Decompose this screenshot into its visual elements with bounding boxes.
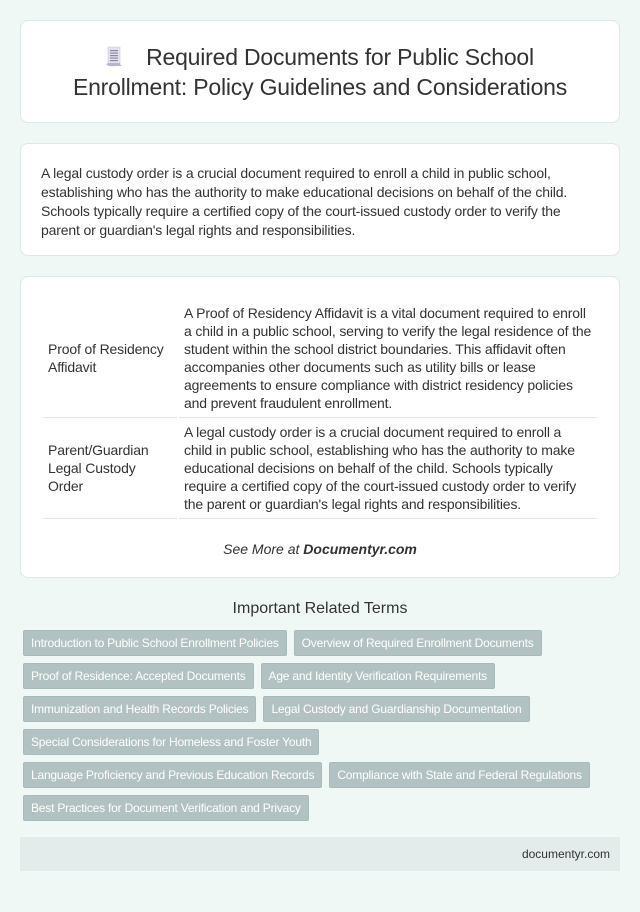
related-term-tag[interactable]: Legal Custody and Guardianship Documentation bbox=[263, 696, 529, 722]
related-term-tag[interactable]: Age and Identity Verification Requirements bbox=[261, 663, 495, 689]
documents-table bbox=[41, 299, 599, 519]
header-card bbox=[20, 20, 620, 123]
related-term-tag[interactable]: Special Considerations for Homeless and Foster Youth bbox=[23, 729, 319, 755]
related-term-tag[interactable]: Introduction to Public School Enrollment Policies bbox=[23, 630, 287, 656]
document-description: A legal custody order is a crucial document required to enroll a child in public school, establishing who has the authority to make educational decisions on behalf of the child. Schools typically require a certified copy of the court-issued custody order to verify the parent or guardian's legal rights and responsibilities. bbox=[179, 418, 597, 519]
page-title bbox=[51, 42, 589, 102]
page-title-text: Required Documents for Public School Enrollment: Policy Guidelines and Considerations bbox=[72, 43, 568, 100]
related-term-tag[interactable]: Overview of Required Enrollment Documents bbox=[294, 630, 542, 656]
document-term: Parent/Guardian Legal Custody Order bbox=[43, 418, 177, 519]
related-term-tag[interactable]: Immunization and Health Records Policies bbox=[23, 696, 256, 722]
related-term-tag[interactable]: Language Proficiency and Previous Education Records bbox=[23, 762, 322, 788]
receipt-icon bbox=[106, 45, 124, 67]
related-terms-heading: Important Related Terms bbox=[232, 600, 408, 617]
related-term-tag[interactable]: Proof of Residence: Accepted Documents bbox=[23, 663, 254, 689]
related-term-tag[interactable]: Best Practices for Document Verification and Privacy bbox=[23, 795, 309, 821]
document-term: Proof of Residency Affidavit bbox=[43, 299, 177, 418]
see-more-link[interactable]: Documentyr.com bbox=[303, 541, 417, 557]
see-more-prefix: See More at bbox=[223, 541, 304, 557]
footer bbox=[20, 837, 620, 871]
table-row bbox=[43, 299, 597, 418]
footer-site[interactable]: documentyr.com bbox=[521, 847, 610, 861]
related-term-tag[interactable]: Compliance with State and Federal Regulations bbox=[329, 762, 589, 788]
intro-text: A legal custody order is a crucial document required to enroll a child in public school, establishing who has the authority to make educational decisions on behalf of the child. Schools typically require a certified copy of the court-issued custody order to verify the parent or guardian's legal rights and responsibilities. bbox=[41, 165, 568, 238]
intro-card bbox=[20, 143, 620, 256]
see-more bbox=[41, 541, 599, 557]
table-row bbox=[43, 418, 597, 519]
documents-card bbox=[20, 276, 620, 578]
document-description: A Proof of Residency Affidavit is a vital document required to enroll a child in a public school, serving to verify the legal residence of the student within the school district boundaries. This affidavit often accompanies other documents such as utility bills or lease agreements to ensure compliance with district residency policies and prevent fraudulent enrollment. bbox=[179, 299, 597, 418]
related-terms-list bbox=[20, 630, 620, 821]
